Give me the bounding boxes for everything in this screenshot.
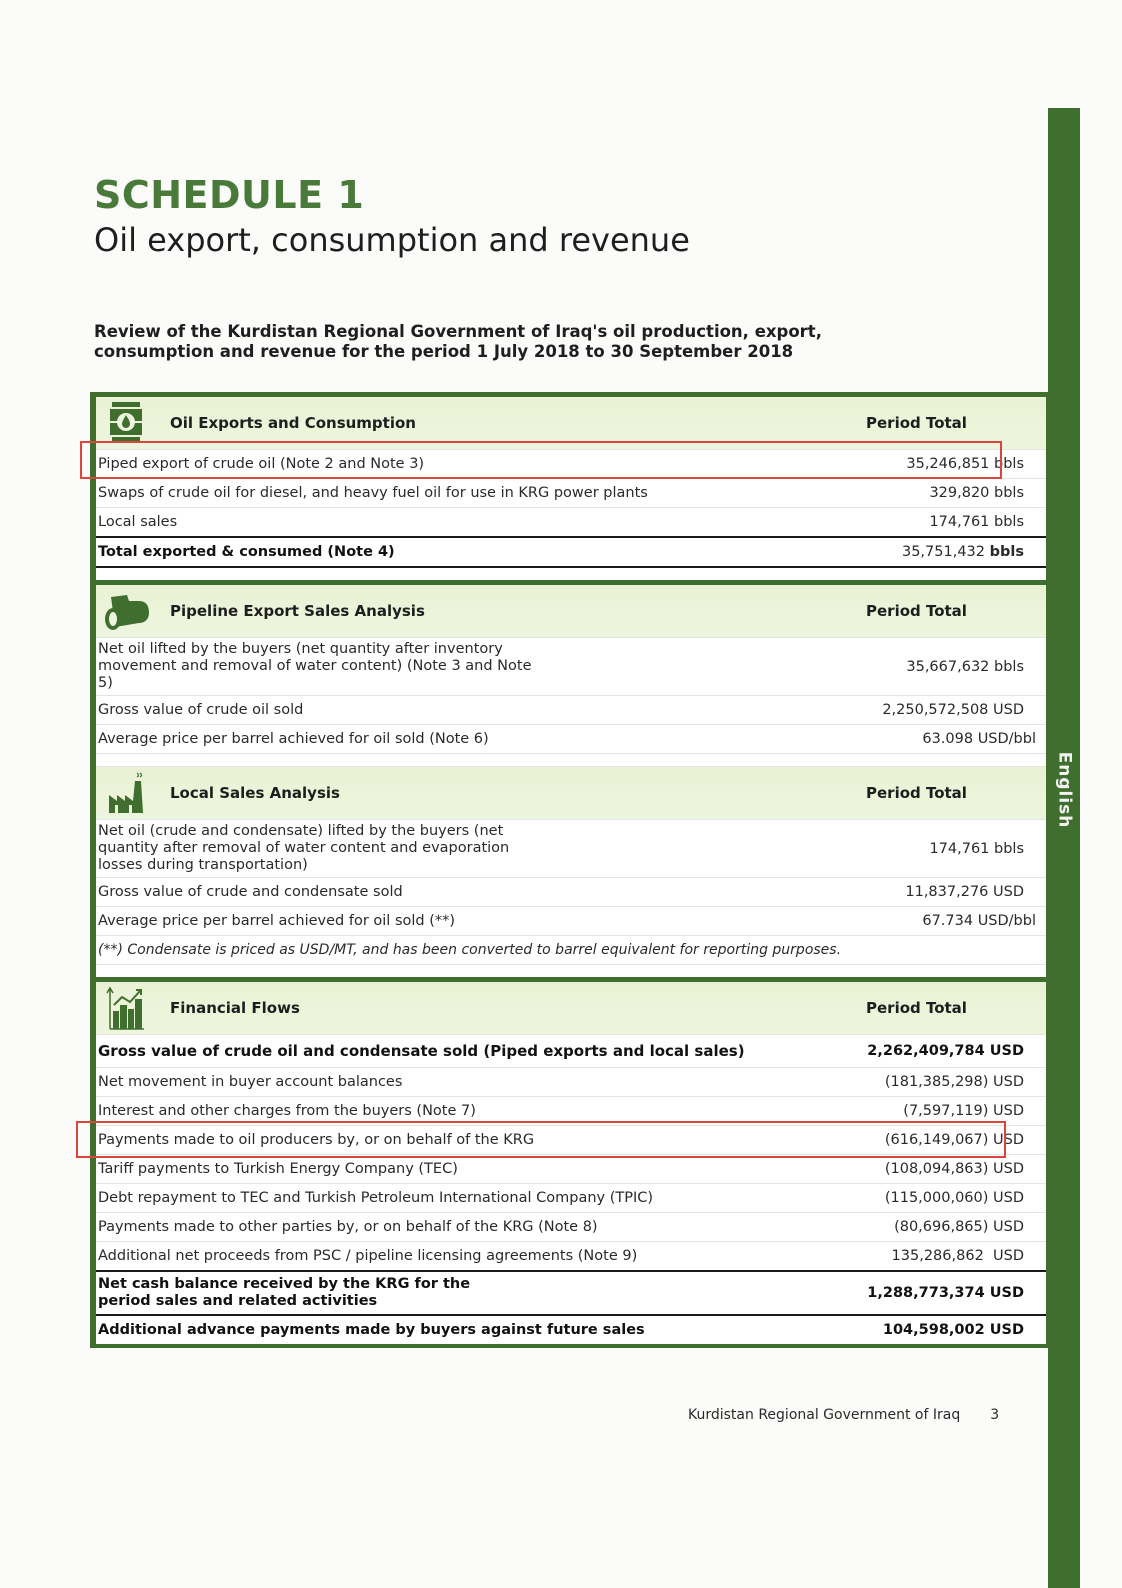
row-label: Gross value of crude and condensate sold bbox=[98, 883, 403, 900]
period-total-header: Period Total bbox=[866, 999, 967, 1017]
row-label: Local sales bbox=[98, 513, 178, 530]
section-header bbox=[96, 585, 1046, 637]
row-value: 174,761 bbls bbox=[929, 840, 1024, 857]
row-value: 11,837,276 USD bbox=[905, 884, 1024, 900]
section-header bbox=[96, 982, 1046, 1034]
row-value: 104,598,002 USD bbox=[882, 1322, 1024, 1338]
row-label: Additional net proceeds from PSC / pipeline licensing agreements (Note 9) bbox=[98, 1247, 638, 1264]
table-row bbox=[96, 1034, 1046, 1067]
table-row bbox=[96, 877, 1046, 906]
advance-payments-row bbox=[96, 1314, 1046, 1348]
row-label: Net cash balance received by the KRG for the period sales and related activities bbox=[98, 1276, 471, 1309]
language-tab-label: English bbox=[1054, 751, 1075, 829]
schedule-title: SCHEDULE 1 bbox=[94, 173, 365, 217]
footer-organization: Kurdistan Regional Government of Iraq bbox=[688, 1407, 961, 1423]
page-subtitle: Oil export, consumption and revenue bbox=[94, 221, 690, 259]
section-header bbox=[96, 397, 1046, 449]
period-total-header: Period Total bbox=[866, 602, 967, 620]
page-number: 3 bbox=[990, 1407, 1000, 1423]
row-value: 135,286,862 USD bbox=[891, 1248, 1024, 1264]
row-label: Total exported & consumed (Note 4) bbox=[98, 543, 395, 560]
net-cash-row bbox=[96, 1270, 1046, 1314]
period-total-header: Period Total bbox=[866, 784, 967, 802]
total-row bbox=[96, 536, 1046, 568]
row-label: Tariff payments to Turkish Energy Company (TEC) bbox=[98, 1160, 458, 1177]
side-color-bar bbox=[1048, 108, 1080, 1588]
row-label: Debt repayment to TEC and Turkish Petroleum International Company (TPIC) bbox=[98, 1189, 654, 1206]
row-value: (181,385,298) USD bbox=[884, 1074, 1024, 1090]
row-spacer bbox=[96, 568, 1046, 580]
factory-icon bbox=[102, 771, 150, 815]
section-oil-exports bbox=[96, 392, 1046, 580]
row-label: Additional advance payments made by buyers against future sales bbox=[98, 1321, 645, 1338]
page-footer bbox=[688, 1407, 999, 1423]
table-row bbox=[96, 449, 1046, 478]
total-unit: bbls bbox=[989, 544, 1024, 560]
oil-barrel-icon bbox=[102, 401, 150, 445]
row-value: (616,149,067) USD bbox=[884, 1132, 1024, 1148]
section-header bbox=[96, 767, 1046, 819]
table-row bbox=[96, 1183, 1046, 1212]
row-label: Average price per barrel achieved for oil sold (Note 6) bbox=[98, 730, 489, 747]
row-value: 329,820 bbls bbox=[929, 485, 1024, 501]
row-value: 67.734 USD/bbl bbox=[922, 913, 1036, 929]
row-value: (115,000,060) USD bbox=[884, 1190, 1024, 1206]
table-row bbox=[96, 478, 1046, 507]
row-label: Interest and other charges from the buyers (Note 7) bbox=[98, 1102, 476, 1119]
table-row bbox=[96, 1125, 1046, 1154]
row-label: Net oil (crude and condensate) lifted by the buyers (net quantity after removal of water content and evaporation losses during transportation) bbox=[98, 823, 510, 873]
row-value: 2,250,572,508 USD bbox=[882, 702, 1024, 718]
table-row bbox=[96, 819, 1046, 877]
row-label: Gross value of crude oil and condensate sold (Piped exports and local sales) bbox=[98, 1041, 745, 1060]
table-row bbox=[96, 724, 1046, 753]
table-row bbox=[96, 637, 1046, 695]
title-block bbox=[94, 172, 690, 260]
language-tab bbox=[1048, 740, 1080, 840]
total-number: 35,751,432 bbox=[901, 544, 986, 560]
row-value: (108,094,863) USD bbox=[884, 1161, 1024, 1177]
row-label: Net movement in buyer account balances bbox=[98, 1073, 403, 1090]
row-label: Gross value of crude oil sold bbox=[98, 701, 304, 718]
bar-chart-icon bbox=[102, 986, 150, 1030]
review-heading: Review of the Kurdistan Regional Government of Iraq's oil production, export, consumption and revenue for the period 1 July 2018 to 30 September 2018 bbox=[94, 322, 822, 361]
row-value: 35,667,632 bbls bbox=[906, 658, 1024, 675]
row-label: Payments made to oil producers by, or on behalf of the KRG bbox=[98, 1131, 535, 1148]
row-label: Net oil lifted by the buyers (net quantity after inventory movement and removal of water content) (Note 3 and Note 5) bbox=[98, 641, 532, 691]
table-row bbox=[96, 906, 1046, 935]
row-label: Payments made to other parties by, or on behalf of the KRG (Note 8) bbox=[98, 1218, 598, 1235]
section-financial-flows bbox=[96, 977, 1046, 1348]
section-title: Financial Flows bbox=[170, 999, 300, 1017]
period-total-header: Period Total bbox=[866, 414, 967, 432]
section-local-sales bbox=[96, 766, 1046, 977]
row-value: (7,597,119) USD bbox=[903, 1103, 1024, 1119]
table-row bbox=[96, 1212, 1046, 1241]
table-row bbox=[96, 695, 1046, 724]
pipeline-icon bbox=[102, 589, 150, 633]
table-row bbox=[96, 1067, 1046, 1096]
row-value: 63.098 USD/bbl bbox=[922, 731, 1036, 747]
table-row bbox=[96, 1154, 1046, 1183]
row-value: 174,761 bbls bbox=[929, 514, 1024, 530]
section-title: Local Sales Analysis bbox=[170, 784, 340, 802]
table-row bbox=[96, 1241, 1046, 1270]
row-label: Average price per barrel achieved for oil sold (**) bbox=[98, 912, 456, 929]
footnote-text: (**) Condensate is priced as USD/MT, and has been converted to barrel equivalent for reporting purposes. bbox=[98, 941, 842, 958]
section-title: Pipeline Export Sales Analysis bbox=[170, 602, 425, 620]
section-pipeline-export bbox=[96, 580, 1046, 766]
section-title: Oil Exports and Consumption bbox=[170, 414, 416, 432]
schedule-table bbox=[90, 392, 1052, 1348]
footnote-row bbox=[96, 935, 1046, 964]
row-value: 35,246,851 bbls bbox=[906, 456, 1024, 472]
row-value: 2,262,409,784 USD bbox=[867, 1043, 1024, 1059]
table-row bbox=[96, 507, 1046, 536]
row-value: (80,696,865) USD bbox=[894, 1219, 1024, 1235]
row-value bbox=[784, 544, 1046, 560]
row-spacer bbox=[96, 964, 1046, 977]
table-row bbox=[96, 1096, 1046, 1125]
row-label: Swaps of crude oil for diesel, and heavy fuel oil for use in KRG power plants bbox=[98, 484, 648, 501]
row-value: 1,288,773,374 USD bbox=[867, 1285, 1024, 1301]
row-spacer bbox=[96, 753, 1046, 766]
row-label: Piped export of crude oil (Note 2 and Note 3) bbox=[98, 455, 425, 472]
